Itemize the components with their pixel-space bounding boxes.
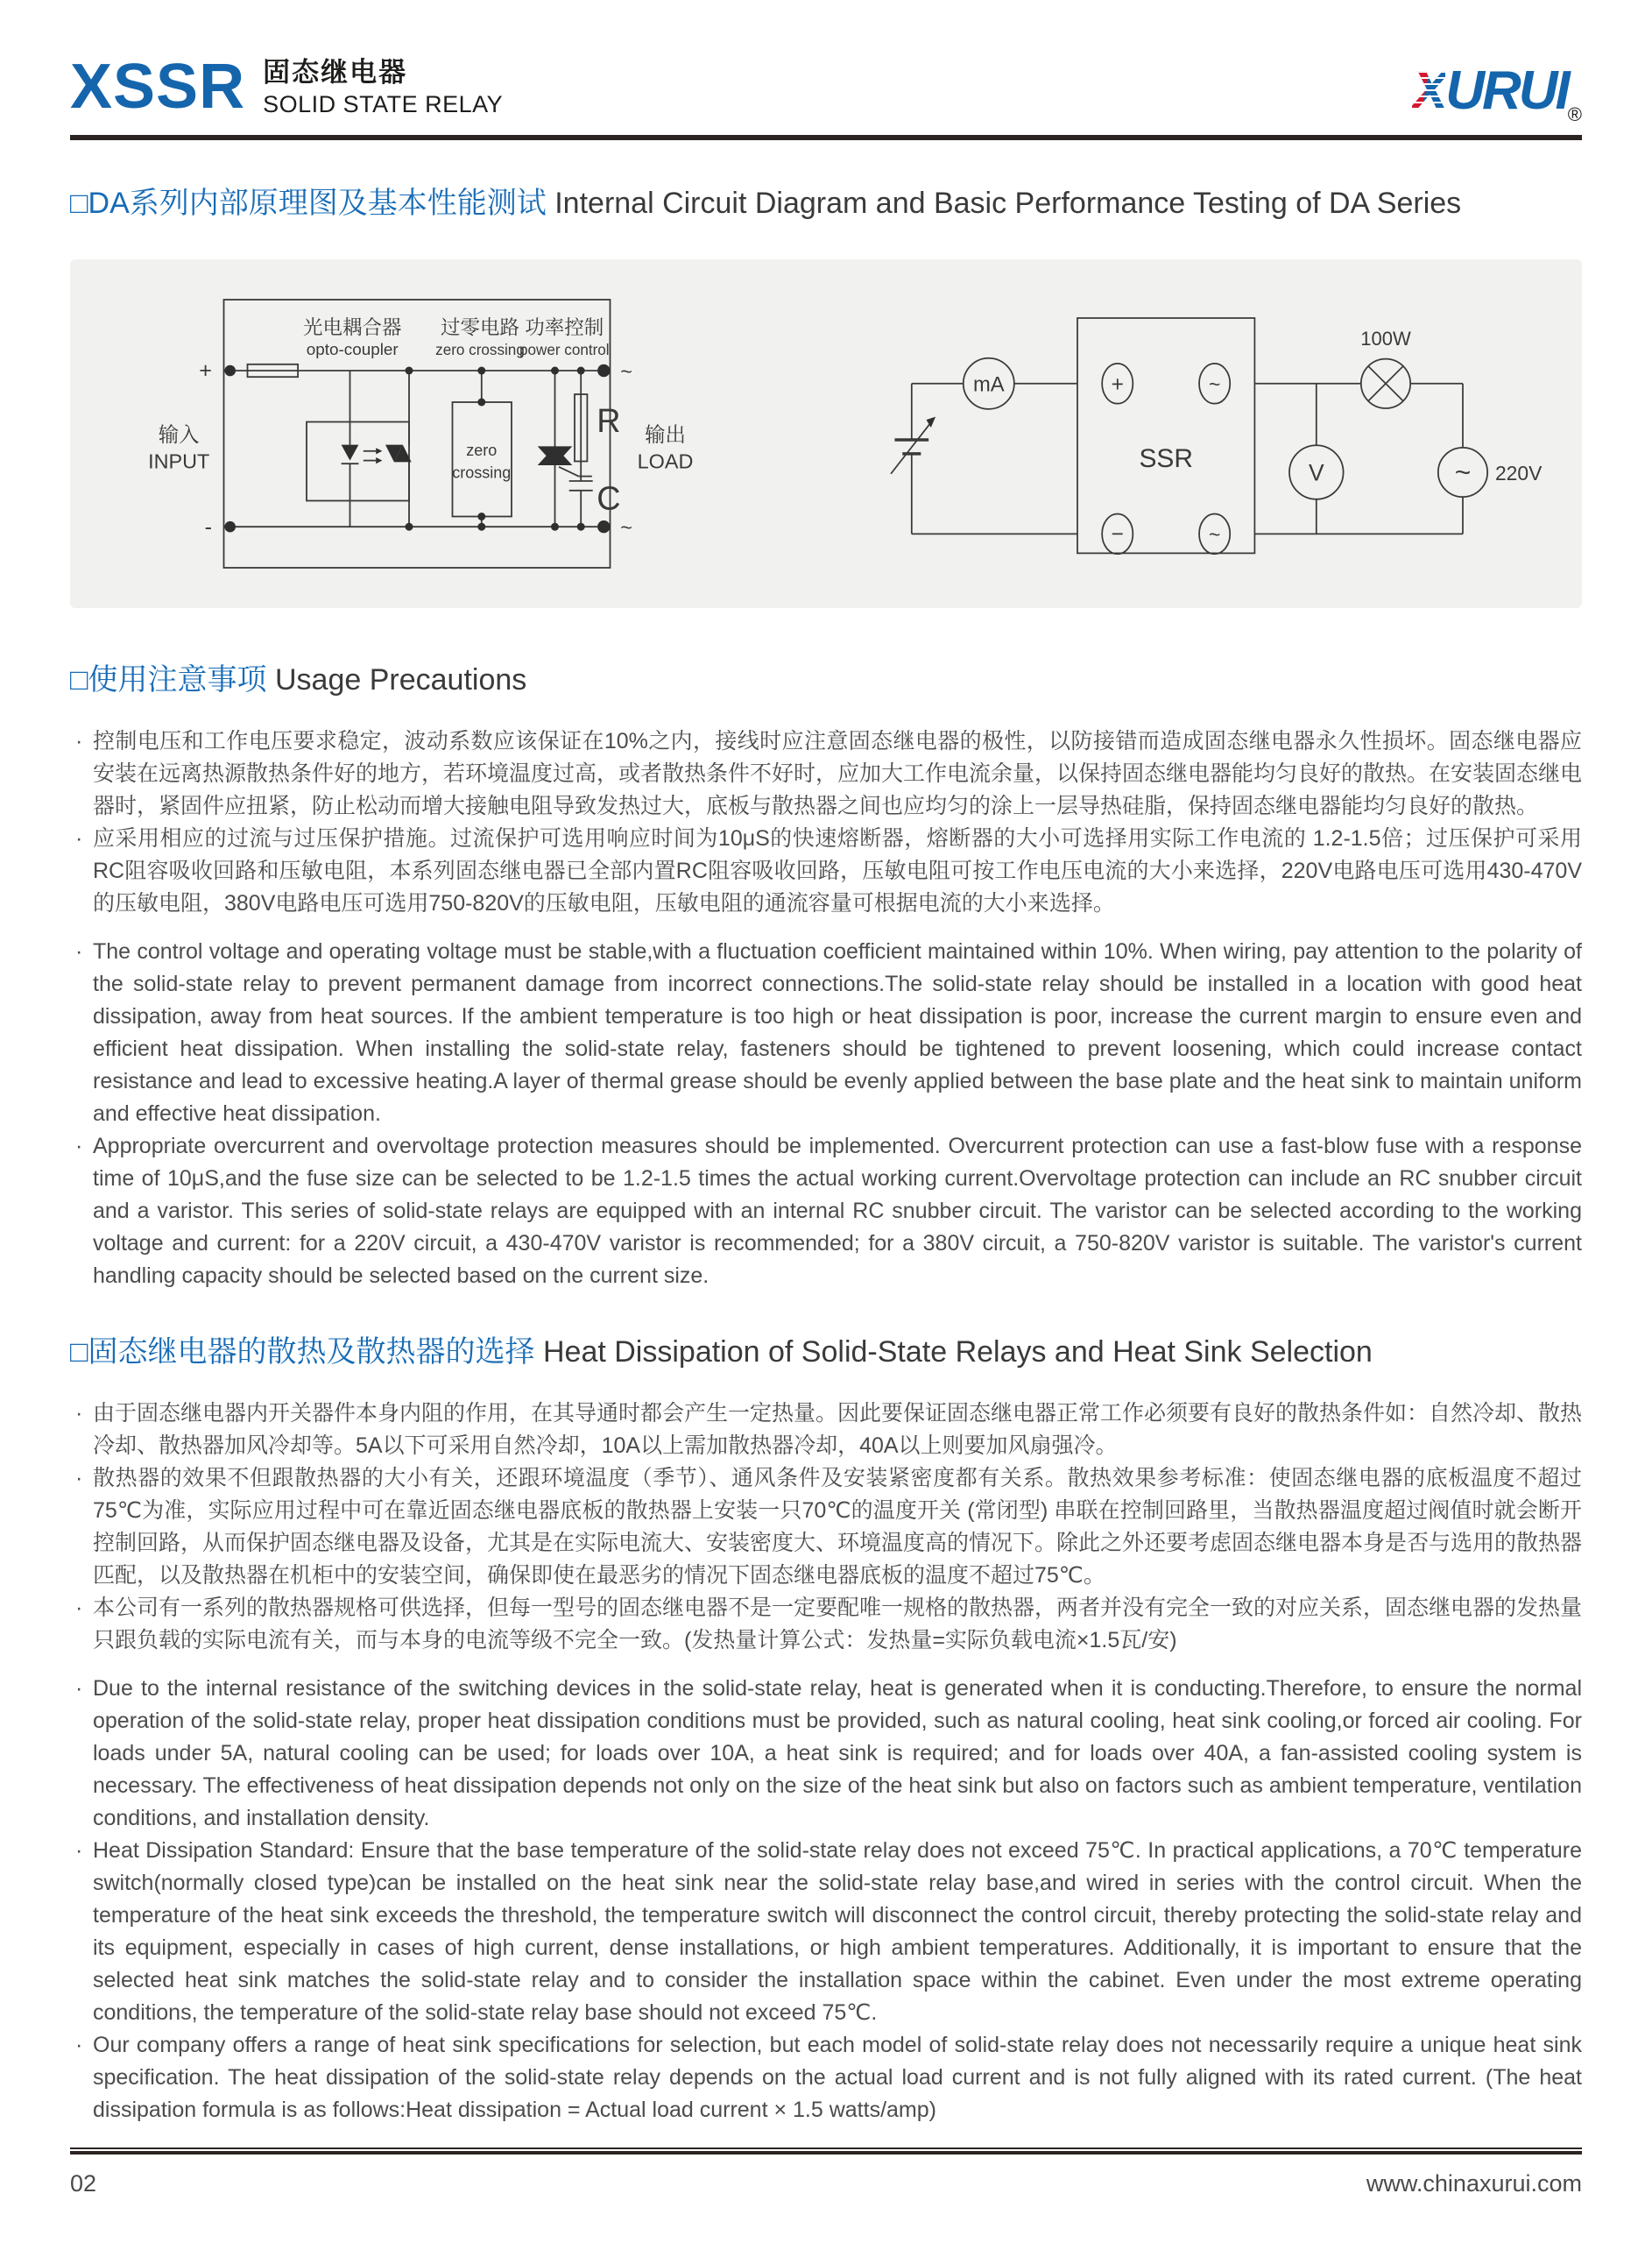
product-subtitle-en: SOLID STATE RELAY xyxy=(263,91,504,117)
bullet-cn: · 散热器的效果不但跟散热器的大小有关，还跟环境温度（季节）、通风条件及安装紧密度都有关系。散热效果参考标准：使固态继电器的底板温度不超过75℃为准，实际应用过程中可在靠近固态继电器底板的散热器上安装一只70℃的温度开关 (常闭型) 串联在控制回路里，当散热器温度超过阀值时就会断开控制回路，从而保护固态继电器及设备，尤其是在实际电流大、安装密度大、环境温度高的情况下。除此之外还要考虑固态继电器本身是否与选用的散热器匹配，以及散热器在机柜中的安装空间，确保即使在最恶劣的情况下固态继电器底板的温度不超过75℃。 xyxy=(70,1462,1582,1592)
footer-rule xyxy=(70,2147,1582,2155)
usage-precautions-cn xyxy=(70,725,1582,920)
heat-dissipation-cn xyxy=(70,1397,1582,1657)
capacitor-label: C xyxy=(597,480,621,518)
ssr-tilde-terminal-bottom: ~ xyxy=(1208,523,1221,547)
section1-title xyxy=(70,184,1582,223)
zero-crossing-label-en: zero crossing xyxy=(435,342,525,358)
output-label-cn: 输出 xyxy=(645,423,686,446)
output-tilde-bottom: ~ xyxy=(620,516,632,540)
section3-title xyxy=(70,1333,1582,1371)
ssr-tilde-terminal-top: ~ xyxy=(1208,372,1221,396)
ma-meter-label: mA xyxy=(972,372,1005,397)
ssr-plus-terminal: + xyxy=(1111,372,1124,397)
bullet-en: · Our company offers a range of heat sink specifications for selection, but each model of solid-state relay does not necessarily require a unique heat sink specification. The heat dissipation of the solid-state relay depends on the actual load current and is not fully aligned with its rated current. (The heat dissipation formula is as follows:Heat dissipation = Actual load current × 1.5 watts/amp) xyxy=(70,2029,1582,2126)
page-footer xyxy=(70,2147,1582,2197)
zero-box-line1: zero xyxy=(466,442,498,460)
opto-coupler-label-cn: 光电耦合器 xyxy=(302,316,402,339)
product-subtitle xyxy=(263,54,503,119)
bullet-cn: · 控制电压和工作电压要求稳定，波动系数应该保证在10%之内，接线时应注意固态继电器的极性，以防接错而造成固态继电器永久性损坏。固态继电器应安装在远离热源散热条件好的地方，若环境温度过高，或者散热条件不好时，应加大工作电流余量，以保持固态继电器能均匀良好的散热。在安装固态继电器时，紧固件应扭紧，防止松动而增大接触电阻导致发热过大，底板与散热器之间也应均匀的涂上一层导热硅脂，保持固态继电器能均匀良好的散热。 xyxy=(70,725,1582,823)
page-number: 02 xyxy=(70,2170,97,2197)
brand-logo-rest: URUI xyxy=(1445,60,1568,121)
brand-logo xyxy=(1412,60,1582,126)
section2-title-en: Usage Precautions xyxy=(266,663,527,697)
section3-title-en: Heat Dissipation of Solid-State Relays and Heat Sink Selection xyxy=(534,1335,1373,1369)
lamp-label: 100W xyxy=(1360,327,1411,350)
input-label-en: INPUT xyxy=(148,449,210,473)
opto-coupler-label-en: opto-coupler xyxy=(306,341,399,359)
registered-mark: ® xyxy=(1567,103,1582,125)
section2-title xyxy=(70,661,1582,699)
section2-title-cn: □使用注意事项 xyxy=(70,663,267,697)
ssr-minus-terminal: − xyxy=(1111,522,1124,547)
power-control-label-cn: 功率控制 xyxy=(525,316,604,339)
input-minus-label: - xyxy=(204,514,212,540)
test-circuit-diagram xyxy=(834,279,1552,588)
ac-source-label: 220V xyxy=(1494,461,1543,485)
section3-title-cn: □固态继电器的散热及散热器的选择 xyxy=(70,1335,535,1369)
section1-title-cn: □DA系列内部原理图及基本性能测试 xyxy=(70,187,547,220)
bullet-en: · The control voltage and operating voltage must be stable,with a fluctuation coefficient maintained within 10%. When wiring, pay attention to the polarity of the solid-state relay to prevent permanent damage from incorrect connections.The solid-state relay should be installed in a location with good heat dissipation, away from heat sources. If the ambient temperature is too high or heat dissipation is poor, increase the current margin to ensure even and efficient heat dissipation. When installing the solid-state relay, fasteners should be tightened to prevent loosening, which could increase contact resistance and lead to excessive heating.A layer of thermal grease should be evenly applied between the base plate and the heat sink to maintain uniform and effective heat dissipation. xyxy=(70,936,1582,1130)
brand-logo-x: X xyxy=(1411,60,1446,121)
section1-title-en: Internal Circuit Diagram and Basic Performance Testing of DA Series xyxy=(546,187,1462,220)
circuit-diagram-panel xyxy=(70,259,1582,608)
power-control-label-en: power control xyxy=(519,342,610,358)
product-code: XSSR xyxy=(70,52,246,122)
voltmeter-label: V xyxy=(1308,459,1324,486)
zero-crossing-label-cn: 过零电路 xyxy=(440,316,520,339)
zero-box-line2: crossing xyxy=(452,463,512,482)
bullet-cn: · 应采用相应的过流与过压保护措施。过流保护可选用响应时间为10μS的快速熔断器，熔断器的大小可选择用实际工作电流的 1.2-1.5倍；过压保护可采用RC阻容吸收回路和压敏电阻，本系列固态继电器已全部内置RC阻容吸收回路，压敏电阻可按工作电压电流的大小来选择，220V电路电压可选用430-470V的压敏电阻，380V电路电压可选用750-820V的压敏电阻，压敏电阻的通流容量可根据电流的大小来选择。 xyxy=(70,823,1582,920)
input-label-cn: 输入 xyxy=(158,423,200,446)
bullet-cn: · 由于固态继电器内开关器件本身内阻的作用，在其导通时都会产生一定热量。因此要保证固态继电器正常工作必须要有良好的散热条件如：自然冷却、散热冷却、散热器加风冷却等。5A以下可采用自然冷却，10A以上需加散热器冷却，40A以上则要加风扇强冷。 xyxy=(70,1397,1582,1462)
ssr-label: SSR xyxy=(1139,443,1193,473)
bullet-cn: · 本公司有一系列的散热器规格可供选择，但每一型号的固态继电器不是一定要配唯一规格的散热器，两者并没有完全一致的对应关系，固态继电器的发热量只跟负载的实际电流有关，而与本身的电流等级不完全一致。(发热量计算公式：发热量=实际负载电流×1.5瓦/安) xyxy=(70,1592,1582,1657)
bullet-en: · Heat Dissipation Standard: Ensure that the base temperature of the solid-state relay does not exceed 75℃. In practical applications, a 70℃ temperature switch(normally closed type)can be installed on the heat sink near the solid-state relay base,and wired in series with the control circuit. When the temperature of the heat sink exceeds the threshold, the temperature switch will disconnect the control circuit, thereby protecting the solid-state relay and its equipment, especially in cases of high current, dense installations, or high ambient temperatures. Additionally, it is important to ensure that the selected heat sink matches the solid-state relay and to consider the installation space within the cabinet. Even under the most extreme operating conditions, the temperature of the solid-state relay base should not exceed 75℃. xyxy=(70,1835,1582,2029)
page-header xyxy=(70,0,1582,126)
heat-dissipation-en xyxy=(70,1673,1582,2126)
internal-circuit-diagram xyxy=(100,276,766,591)
bullet-en: · Appropriate overcurrent and overvoltage protection measures should be implemented. Overcurrent protection can use a fast-blow fuse with a response time of 10μS,and the fuse size can be selected to be 1.2-1.5 times the actual working current.Overvoltage protection can include an RC snubber circuit and a varistor. This series of solid-state relays are equipped with an internal RC snubber circuit. The varistor can be selected according to the working voltage and current: for a 220V circuit, a 430-470V varistor is recommended; for a 380V circuit, a 750-820V varistor is suitable. The varistor's current handling capacity should be selected based on the current size. xyxy=(70,1130,1582,1292)
usage-precautions-en xyxy=(70,936,1582,1292)
website-link: www.chinaxurui.com xyxy=(1366,2170,1582,2197)
resistor-label: R xyxy=(597,403,621,441)
output-label-en: LOAD xyxy=(637,449,694,473)
header-rule xyxy=(70,135,1582,140)
output-tilde-top: ~ xyxy=(620,360,632,383)
input-plus-label: + xyxy=(199,358,212,384)
bullet-en: · Due to the internal resistance of the switching devices in the solid-state relay, heat is generated when it is conducting.Therefore, to ensure the normal operation of the solid-state relay, proper heat dissipation conditions must be provided, such as natural cooling, heat sink cooling,or forced air cooling. For loads under 5A, natural cooling can be used; for loads over 10A, a heat sink is required; and for loads over 40A, a fan-assisted cooling system is necessary. The effectiveness of heat dissipation depends not only on the size of the heat sink but also on factors such as ambient temperature, ventilation conditions, and installation density. xyxy=(70,1673,1582,1835)
ac-source-tilde: ~ xyxy=(1454,456,1472,488)
product-subtitle-cn: 固态继电器 xyxy=(263,57,408,88)
